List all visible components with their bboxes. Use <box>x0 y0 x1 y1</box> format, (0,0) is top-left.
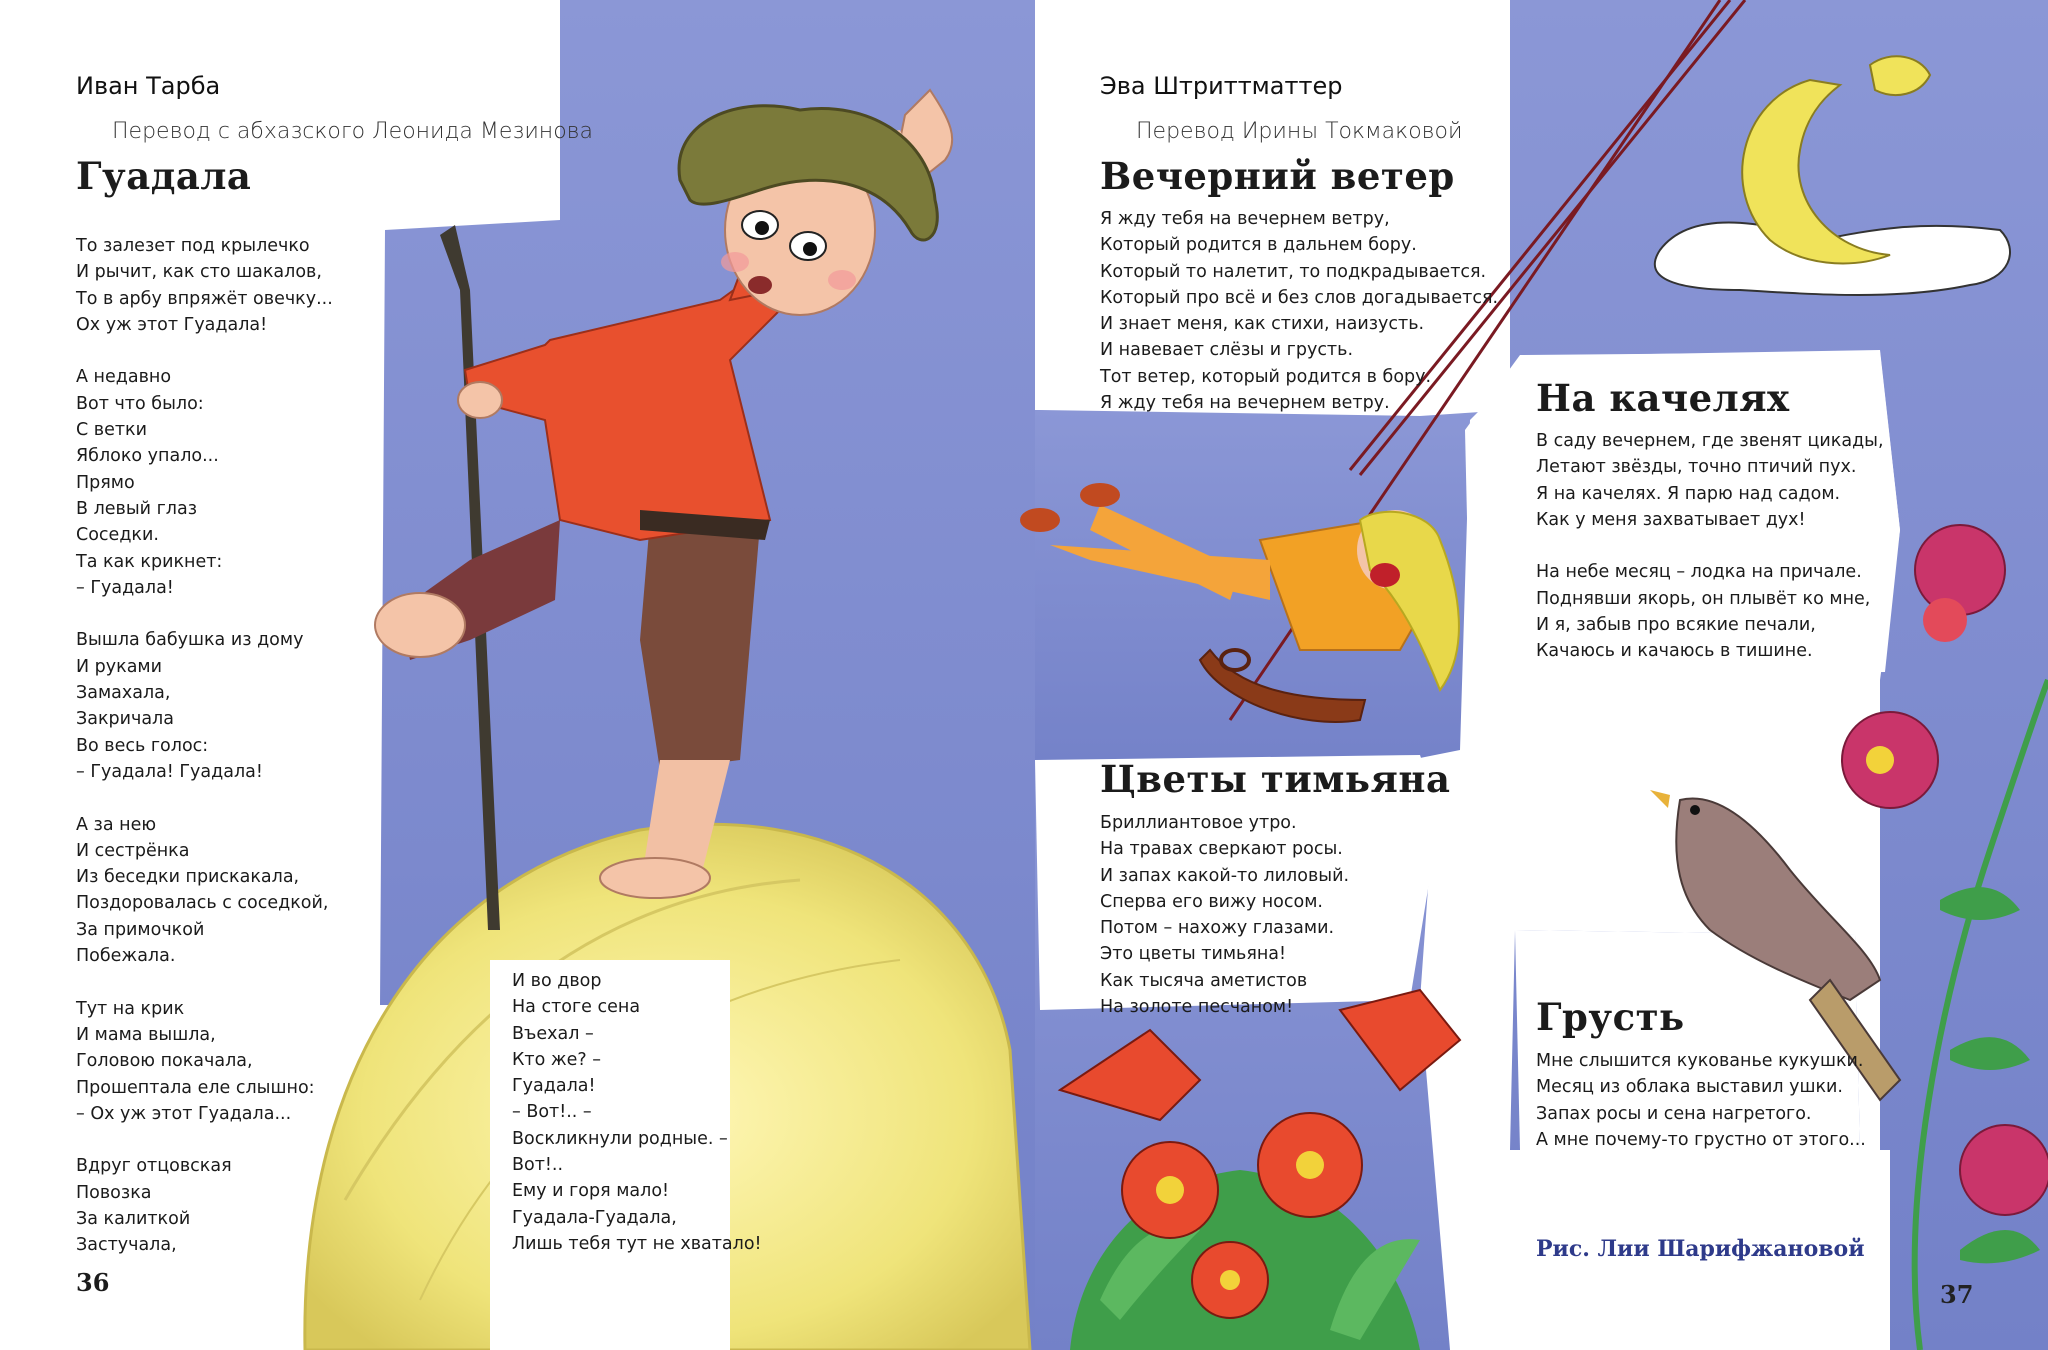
poem-text-thyme-flowers: Бриллиантовое утро. На травах сверкают росы. И запах какой-то лиловый. Сперва его вижу носом. Потом – нахожу глазами. Это цветы тимьяна! Как тысяча аметистов На золоте песчаном! <box>1100 813 1350 1018</box>
left-author: Иван Тарба <box>76 72 221 100</box>
poem-title-on-swing: На качелях <box>1536 376 1790 420</box>
poem-text-sadness: Мне слышится кукованье кукушки. Месяц из облака выставил ушки. Запах росы и сена нагретого. А мне почему-то грустно от этого... <box>1536 1051 1866 1150</box>
left-translation: Перевод с абхазского Леонида Мезинова <box>112 119 594 144</box>
poem-title-thyme-flowers: Цветы тимьяна <box>1100 757 1451 801</box>
page-number-right: 37 <box>1940 1280 1974 1309</box>
page-number-left: 36 <box>76 1268 110 1297</box>
left-poem-title: Гуадала <box>76 154 252 198</box>
poem-text-on-swing: В саду вечернем, где звенят цикады, Летают звёзды, точно птичий пух. Я на качелях. Я парю над садом. Как у меня захватывает дух! На небе месяц – лодка на причале. Поднявши якорь, он плывёт ко мне, И я, забыв про всякие печали, Качаюсь и качаюсь в тишине. <box>1536 431 1884 662</box>
poem-title-evening-wind: Вечерний ветер <box>1100 154 1455 198</box>
poem-text-evening-wind: Я жду тебя на вечернем ветру, Который родится в дальнем бору. Который то налетит, то подкрадывается. Который про всё и без слов догадывается. И знает меня, как стихи, наизусть. И навевает слёзы и грусть. Тот ветер, который родится в бору. Я жду тебя на вечернем ветру. <box>1100 209 1499 414</box>
right-author: Эва Штриттматтер <box>1100 72 1343 100</box>
illustrator-credit: Рис. Лии Шарифжановой <box>1536 1236 1865 1262</box>
left-poem-column-2: И во двор На стоге сена Въехал – Кто же? – Гуадала! – Вот!.. – Воскликнули родные. – Вот!.. Ему и горя мало! Гуадала-Гуадала, Лишь тебя тут не хватало! <box>512 971 762 1254</box>
poem-title-sadness: Грусть <box>1536 995 1685 1039</box>
left-poem-column-1: То залезет под крылечко И рычит, как сто шакалов, То в арбу впряжёт овечку... Ох уж этот Гуадала! А недавно Вот что было: С ветки Яблоко упало... Прямо В левый глаз Соседки. Та как крикнет: – Гуадала! Вышла бабушка из дому И руками Замахала, Закричала Во весь голос: – Гуадала! Гуадала! А за нею И сестрёнка Из беседки прискакала, Поздоровалась с соседкой, За примочкой Побежала. Тут на крик И мама вышла, Головою покачала, Прошептала еле слышно: – Ох уж этот Гуадала... Вдруг отцовская Повозка За калиткой Застучала, <box>76 236 333 1256</box>
right-translation: Перевод Ирины Токмаковой <box>1136 119 1463 144</box>
